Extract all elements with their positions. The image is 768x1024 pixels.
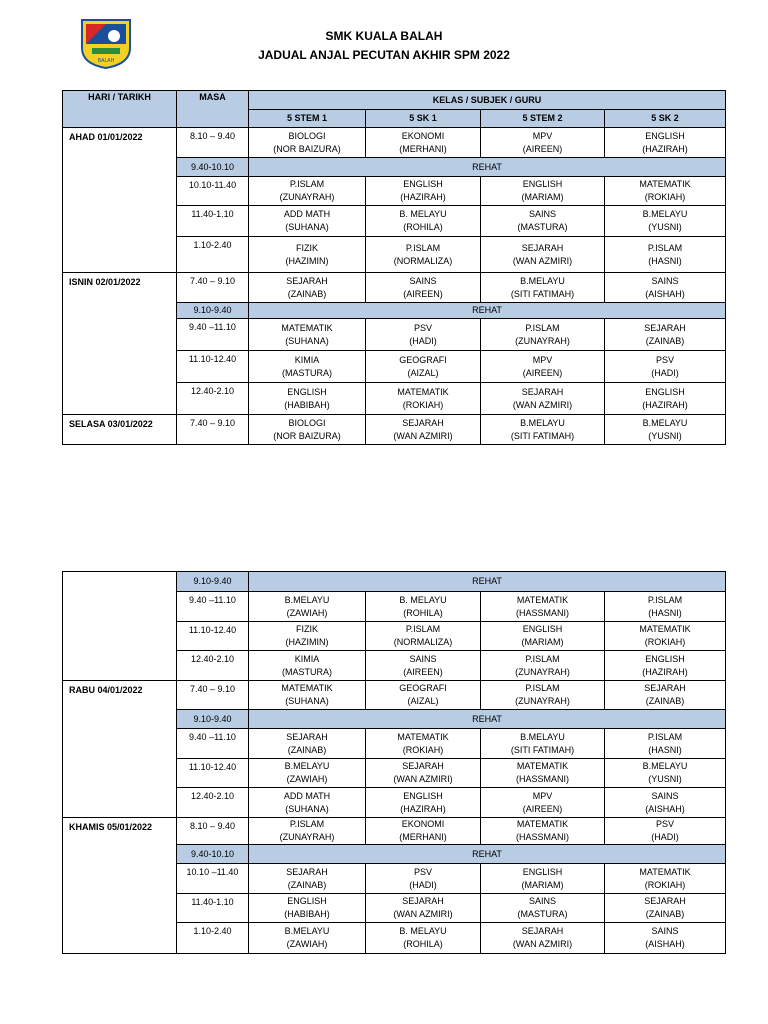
teacher-name: (WAN AZMIRI) bbox=[393, 430, 453, 441]
subject-name: MATEMATIK bbox=[397, 386, 449, 397]
subject-cell bbox=[249, 351, 366, 383]
subject-cell bbox=[481, 923, 605, 954]
teacher-name: (ZAINAB) bbox=[645, 696, 685, 706]
teacher-name: (AIREEN) bbox=[403, 288, 443, 299]
teacher-name: (ZUNAYRAH) bbox=[279, 832, 335, 842]
day-cell: SELASA 03/01/2022 bbox=[63, 415, 177, 445]
subject-name: B.MELAYU bbox=[284, 926, 330, 936]
teacher-name: (ZUNAYRAH) bbox=[515, 696, 570, 706]
teacher-name: (ZAINAB) bbox=[287, 744, 327, 755]
teacher-name: (WAN AZMIRI) bbox=[393, 909, 453, 919]
teacher-name: (MARIAM) bbox=[521, 192, 564, 202]
subject-cell bbox=[249, 622, 366, 651]
subject-cell bbox=[481, 622, 605, 651]
teacher-name: (HAZIRAH) bbox=[400, 192, 446, 202]
teacher-name: (AISHAH) bbox=[645, 288, 685, 299]
subject-cell bbox=[481, 383, 605, 415]
subject-name: SEJARAH bbox=[521, 386, 564, 397]
subject-name: P.ISLAM bbox=[289, 819, 325, 829]
subject-cell bbox=[366, 351, 481, 383]
subject-cell bbox=[481, 319, 605, 351]
teacher-name: (HASSMANI) bbox=[515, 607, 569, 618]
subject-name: P.ISLAM bbox=[405, 242, 441, 253]
teacher-name: (ZAWIAH) bbox=[286, 774, 328, 784]
subject-name: B.MELAYU bbox=[520, 275, 565, 286]
subject-cell bbox=[366, 864, 481, 894]
teacher-name: (NORMALIZA) bbox=[393, 255, 453, 266]
break-cell: REHAT bbox=[249, 572, 726, 592]
subject-name: SEJARAH bbox=[402, 761, 444, 771]
time-cell: 9.10-9.40 bbox=[177, 572, 249, 592]
time-cell: 7.40 – 9.10 bbox=[177, 273, 249, 303]
teacher-name: (WAN AZMIRI) bbox=[512, 399, 573, 410]
teacher-name: (MASTURA) bbox=[282, 367, 332, 378]
teacher-name: (HABIBAH) bbox=[284, 909, 330, 919]
subject-name: FIZIK bbox=[296, 624, 318, 634]
subject-name: SEJARAH bbox=[286, 866, 328, 877]
subject-name: MATEMATIK bbox=[639, 866, 691, 877]
subject-name: ENGLISH bbox=[645, 653, 685, 664]
header-group: KELAS / SUBJEK / GURU bbox=[249, 91, 726, 110]
teacher-name: (ROKIAH) bbox=[402, 399, 444, 410]
teacher-name: (HAZIMIN) bbox=[285, 255, 329, 266]
subject-name: MATEMATIK bbox=[516, 819, 569, 829]
subject-name: FIZIK bbox=[296, 242, 318, 253]
subject-cell bbox=[249, 237, 366, 273]
schedule-table-1 bbox=[62, 90, 726, 445]
teacher-name: (SUHANA) bbox=[285, 222, 329, 232]
time-cell: 7.40 – 9.10 bbox=[177, 415, 249, 445]
teacher-name: (AIZAL) bbox=[407, 367, 439, 378]
subject-cell bbox=[366, 206, 481, 237]
teacher-name: (ROKIAH) bbox=[644, 879, 686, 890]
subject-cell bbox=[366, 894, 481, 923]
subject-cell bbox=[605, 128, 726, 158]
teacher-name: (ROKIAH) bbox=[402, 744, 444, 755]
teacher-name: (SITI FATIMAH) bbox=[510, 288, 575, 299]
subject-name: GEOGRAFI bbox=[399, 683, 447, 693]
subject-name: KIMIA bbox=[294, 653, 320, 664]
subject-name: MPV bbox=[532, 790, 553, 801]
day-cell: AHAD 01/01/2022 bbox=[63, 128, 177, 273]
time-cell: 1.10-2.40 bbox=[177, 923, 249, 954]
subject-name: B.MELAYU bbox=[284, 761, 330, 771]
teacher-name: (NOR BAIZURA) bbox=[273, 143, 341, 154]
time-cell: 12.40-2.10 bbox=[177, 788, 249, 818]
subject-name: ENGLISH bbox=[645, 386, 685, 397]
subject-cell bbox=[366, 383, 481, 415]
teacher-name: (AIREEN) bbox=[403, 666, 443, 677]
teacher-name: (AISHAH) bbox=[645, 803, 685, 814]
subject-name: SAINS bbox=[651, 926, 679, 936]
subject-name: SEJARAH bbox=[521, 242, 564, 253]
teacher-name: (HAZIRAH) bbox=[400, 803, 446, 814]
subject-cell bbox=[605, 351, 726, 383]
subject-name: MATEMATIK bbox=[639, 624, 691, 634]
subject-cell bbox=[249, 177, 366, 206]
subject-name: ENGLISH bbox=[287, 896, 327, 906]
break-cell: REHAT bbox=[249, 303, 726, 319]
subject-cell bbox=[481, 759, 605, 788]
subject-cell bbox=[366, 651, 481, 681]
table-row bbox=[63, 415, 726, 445]
subject-name: EKONOMI bbox=[401, 130, 445, 141]
subject-name: KIMIA bbox=[294, 354, 320, 365]
subject-name: PSV bbox=[413, 866, 432, 877]
school-name: SMK KUALA BALAH bbox=[325, 29, 443, 43]
subject-cell bbox=[605, 177, 726, 206]
subject-name: ENGLISH bbox=[522, 179, 563, 189]
teacher-name: (SUHANA) bbox=[285, 335, 329, 346]
table-row bbox=[63, 128, 726, 158]
time-cell: 7.40 – 9.10 bbox=[177, 681, 249, 710]
subject-cell bbox=[366, 237, 481, 273]
subject-cell bbox=[481, 273, 605, 303]
subject-cell bbox=[366, 759, 481, 788]
break-cell: REHAT bbox=[249, 158, 726, 177]
teacher-name: (WAN AZMIRI) bbox=[393, 774, 453, 784]
teacher-name: (AIZAL) bbox=[407, 696, 439, 706]
subject-cell bbox=[481, 351, 605, 383]
subject-name: MPV bbox=[532, 130, 553, 141]
break-cell: REHAT bbox=[249, 845, 726, 864]
teacher-name: (ROHILA) bbox=[403, 607, 443, 618]
teacher-name: (HADI) bbox=[651, 832, 679, 842]
teacher-name: (HAZIMIN) bbox=[285, 637, 329, 647]
subject-cell bbox=[605, 622, 726, 651]
subject-name: B.MELAYU bbox=[284, 594, 330, 605]
subject-cell bbox=[249, 818, 366, 845]
subject-cell bbox=[605, 788, 726, 818]
subject-cell bbox=[249, 681, 366, 710]
day-cell: ISNIN 02/01/2022 bbox=[63, 273, 177, 415]
subject-cell bbox=[605, 319, 726, 351]
header-class: 5 STEM 2 bbox=[481, 110, 605, 128]
time-cell: 9.10-9.40 bbox=[177, 710, 249, 729]
subject-name: P.ISLAM bbox=[405, 624, 441, 634]
time-cell: 10.10-11.40 bbox=[177, 177, 249, 206]
subject-cell bbox=[481, 177, 605, 206]
time-cell: 11.10-12.40 bbox=[177, 759, 249, 788]
subject-cell bbox=[605, 894, 726, 923]
subject-name: P.ISLAM bbox=[289, 179, 325, 189]
svg-text:BALAH: BALAH bbox=[97, 58, 115, 64]
subject-cell bbox=[481, 788, 605, 818]
subject-name: P.ISLAM bbox=[647, 242, 683, 253]
header-row bbox=[63, 91, 726, 110]
subject-name: MPV bbox=[532, 354, 553, 365]
teacher-name: (MERHANI) bbox=[399, 143, 447, 154]
teacher-name: (ZUNAYRAH) bbox=[515, 666, 570, 677]
subject-cell bbox=[366, 923, 481, 954]
subject-cell bbox=[481, 651, 605, 681]
subject-cell bbox=[249, 415, 366, 445]
subject-cell bbox=[481, 894, 605, 923]
time-cell: 9.40-10.10 bbox=[177, 845, 249, 864]
subject-cell bbox=[366, 319, 481, 351]
teacher-name: (ROHILA) bbox=[403, 222, 443, 232]
teacher-name: (YUSNI) bbox=[648, 222, 682, 232]
subject-cell bbox=[481, 681, 605, 710]
time-cell: 12.40-2.10 bbox=[177, 383, 249, 415]
teacher-name: (ZAINAB) bbox=[287, 879, 327, 890]
subject-cell bbox=[481, 864, 605, 894]
subject-cell bbox=[249, 273, 366, 303]
subject-name: B. MELAYU bbox=[399, 594, 447, 605]
table-row bbox=[63, 572, 726, 592]
table-row bbox=[63, 818, 726, 845]
subject-name: B.MELAYU bbox=[520, 417, 565, 428]
subject-name: ENGLISH bbox=[287, 386, 327, 397]
teacher-name: (HASNI) bbox=[648, 255, 682, 266]
subject-name: SAINS bbox=[409, 275, 437, 286]
teacher-name: (AIREEN) bbox=[522, 143, 563, 154]
teacher-name: (NOR BAIZURA) bbox=[273, 430, 341, 441]
subject-cell bbox=[605, 864, 726, 894]
time-cell: 9.40-10.10 bbox=[177, 158, 249, 177]
teacher-name: (NORMALIZA) bbox=[393, 637, 453, 647]
teacher-name: (MARIAM) bbox=[521, 879, 564, 890]
subject-name: P.ISLAM bbox=[647, 594, 683, 605]
teacher-name: (HASSMANI) bbox=[515, 774, 569, 784]
subject-cell bbox=[605, 592, 726, 622]
teacher-name: (HAZIRAH) bbox=[642, 666, 688, 677]
subject-name: B.MELAYU bbox=[642, 417, 688, 428]
subject-cell bbox=[605, 206, 726, 237]
header-class: 5 SK 2 bbox=[605, 110, 726, 128]
time-cell: 11.10-12.40 bbox=[177, 351, 249, 383]
teacher-name: (HASNI) bbox=[648, 607, 682, 618]
subject-cell bbox=[249, 923, 366, 954]
teacher-name: (SUHANA) bbox=[285, 803, 329, 814]
time-cell: 9.40 –11.10 bbox=[177, 319, 249, 351]
subject-cell bbox=[249, 319, 366, 351]
subject-name: SAINS bbox=[409, 653, 437, 664]
schedule-table-2 bbox=[62, 571, 726, 954]
subject-cell bbox=[249, 729, 366, 759]
subject-cell bbox=[605, 923, 726, 954]
subject-name: SEJARAH bbox=[286, 731, 328, 742]
subject-cell bbox=[249, 864, 366, 894]
subject-cell bbox=[249, 651, 366, 681]
teacher-name: (ZUNAYRAH) bbox=[515, 335, 570, 346]
day-cell-empty bbox=[63, 572, 177, 681]
teacher-name: (MASTURA) bbox=[282, 666, 332, 677]
subject-name: P.ISLAM bbox=[525, 683, 560, 693]
subject-cell bbox=[366, 681, 481, 710]
subject-cell bbox=[249, 759, 366, 788]
teacher-name: (YUSNI) bbox=[648, 430, 682, 441]
subject-cell bbox=[366, 273, 481, 303]
teacher-name: (HAZIRAH) bbox=[642, 143, 688, 154]
teacher-name: (MASTURA) bbox=[517, 222, 568, 232]
time-cell: 8.10 – 9.40 bbox=[177, 128, 249, 158]
teacher-name: (ZAINAB) bbox=[645, 909, 685, 919]
teacher-name: (WAN AZMIRI) bbox=[512, 939, 573, 949]
header-class: 5 SK 1 bbox=[366, 110, 481, 128]
subject-name: PSV bbox=[413, 322, 432, 333]
subject-name: SEJARAH bbox=[286, 275, 328, 286]
time-cell: 12.40-2.10 bbox=[177, 651, 249, 681]
subject-name: SAINS bbox=[528, 896, 556, 906]
teacher-name: (WAN AZMIRI) bbox=[512, 255, 573, 266]
subject-name: SAINS bbox=[651, 275, 679, 286]
subject-cell bbox=[481, 237, 605, 273]
subject-cell bbox=[366, 818, 481, 845]
teacher-name: (ROKIAH) bbox=[644, 192, 686, 202]
subject-cell bbox=[481, 592, 605, 622]
subject-cell bbox=[605, 759, 726, 788]
subject-name: MATEMATIK bbox=[397, 731, 449, 742]
subject-name: EKONOMI bbox=[401, 819, 445, 829]
header-day: HARI / TARIKH bbox=[63, 91, 177, 128]
teacher-name: (MARIAM) bbox=[521, 637, 564, 647]
teacher-name: (AIREEN) bbox=[522, 367, 563, 378]
subject-cell bbox=[605, 681, 726, 710]
table-row bbox=[63, 273, 726, 303]
subject-name: BIOLOGI bbox=[288, 417, 326, 428]
subject-cell bbox=[366, 729, 481, 759]
subject-cell bbox=[605, 415, 726, 445]
teacher-name: (SITI FATIMAH) bbox=[510, 430, 575, 441]
subject-cell bbox=[481, 206, 605, 237]
subject-name: B.MELAYU bbox=[642, 209, 688, 219]
teacher-name: (YUSNI) bbox=[648, 774, 682, 784]
teacher-name: (HADI) bbox=[651, 367, 679, 378]
subject-cell bbox=[366, 415, 481, 445]
subject-cell bbox=[481, 128, 605, 158]
teacher-name: (ROKIAH) bbox=[644, 637, 686, 647]
table-row bbox=[63, 681, 726, 710]
subject-name: MATEMATIK bbox=[281, 683, 333, 693]
subject-cell bbox=[366, 592, 481, 622]
teacher-name: (ZAWIAH) bbox=[286, 939, 328, 949]
subject-cell bbox=[249, 788, 366, 818]
subject-name: B. MELAYU bbox=[399, 926, 447, 936]
subject-name: MATEMATIK bbox=[639, 179, 691, 189]
teacher-name: (HADI) bbox=[409, 335, 437, 346]
page-title: JADUAL ANJAL PECUTAN AKHIR SPM 2022 bbox=[258, 48, 510, 62]
subject-cell bbox=[366, 622, 481, 651]
time-cell: 11.40-1.10 bbox=[177, 206, 249, 237]
subject-name: SEJARAH bbox=[521, 926, 564, 936]
subject-name: MATEMATIK bbox=[516, 761, 569, 771]
subject-cell bbox=[249, 206, 366, 237]
subject-name: ENGLISH bbox=[522, 624, 563, 634]
subject-name: SEJARAH bbox=[402, 896, 444, 906]
teacher-name: (HASSMANI) bbox=[515, 832, 569, 842]
subject-name: MATEMATIK bbox=[516, 594, 569, 605]
teacher-name: (ZAWIAH) bbox=[286, 607, 328, 618]
subject-cell bbox=[605, 729, 726, 759]
teacher-name: (AISHAH) bbox=[645, 939, 685, 949]
subject-name: ENGLISH bbox=[403, 179, 443, 189]
teacher-name: (SITI FATIMAH) bbox=[510, 744, 575, 755]
subject-name: PSV bbox=[656, 819, 675, 829]
subject-cell bbox=[481, 415, 605, 445]
subject-name: B.MELAYU bbox=[642, 761, 688, 771]
subject-name: SEJARAH bbox=[644, 322, 686, 333]
subject-cell bbox=[249, 383, 366, 415]
subject-cell bbox=[249, 128, 366, 158]
subject-name: ENGLISH bbox=[645, 130, 685, 141]
time-cell: 1.10-2.40 bbox=[177, 237, 249, 273]
subject-name: PSV bbox=[656, 354, 675, 365]
subject-cell bbox=[481, 818, 605, 845]
subject-name: SEJARAH bbox=[402, 417, 444, 428]
header-class: 5 STEM 1 bbox=[249, 110, 366, 128]
subject-cell bbox=[605, 818, 726, 845]
subject-name: SEJARAH bbox=[644, 683, 686, 693]
subject-cell bbox=[366, 788, 481, 818]
time-cell: 11.10-12.40 bbox=[177, 622, 249, 651]
subject-name: ADD MATH bbox=[283, 209, 331, 219]
time-cell: 9.10-9.40 bbox=[177, 303, 249, 319]
subject-name: B.MELAYU bbox=[520, 731, 565, 742]
time-cell: 8.10 – 9.40 bbox=[177, 818, 249, 845]
subject-name: P.ISLAM bbox=[647, 731, 683, 742]
teacher-name: (MASTURA) bbox=[517, 909, 568, 919]
subject-name: P.ISLAM bbox=[525, 653, 560, 664]
subject-name: SAINS bbox=[528, 209, 556, 219]
subject-name: SEJARAH bbox=[644, 896, 686, 906]
teacher-name: (ZUNAYRAH) bbox=[279, 192, 335, 202]
teacher-name: (SUHANA) bbox=[285, 696, 329, 706]
teacher-name: (ZAINAB) bbox=[645, 335, 685, 346]
subject-name: GEOGRAFI bbox=[399, 354, 447, 365]
subject-name: ENGLISH bbox=[403, 790, 443, 801]
time-cell: 11.40-1.10 bbox=[177, 894, 249, 923]
subject-cell bbox=[605, 273, 726, 303]
subject-cell bbox=[366, 128, 481, 158]
subject-cell bbox=[605, 237, 726, 273]
subject-name: SAINS bbox=[651, 790, 679, 801]
time-cell: 10.10 –11.40 bbox=[177, 864, 249, 894]
subject-cell bbox=[605, 651, 726, 681]
day-cell: RABU 04/01/2022 bbox=[63, 681, 177, 818]
teacher-name: (HADI) bbox=[409, 879, 437, 890]
teacher-name: (ROHILA) bbox=[403, 939, 443, 949]
break-cell: REHAT bbox=[249, 710, 726, 729]
header-time: MASA bbox=[177, 91, 249, 128]
subject-name: ADD MATH bbox=[283, 790, 331, 801]
subject-cell bbox=[605, 383, 726, 415]
subject-name: MATEMATIK bbox=[281, 322, 333, 333]
subject-cell bbox=[366, 177, 481, 206]
teacher-name: (ZAINAB) bbox=[287, 288, 327, 299]
time-cell: 9.40 –11.10 bbox=[177, 729, 249, 759]
teacher-name: (AIREEN) bbox=[522, 803, 563, 814]
subject-name: P.ISLAM bbox=[525, 322, 560, 333]
subject-name: B. MELAYU bbox=[399, 209, 447, 219]
time-cell: 9.40 –11.10 bbox=[177, 592, 249, 622]
teacher-name: (MERHANI) bbox=[399, 832, 447, 842]
subject-cell bbox=[481, 729, 605, 759]
teacher-name: (HAZIRAH) bbox=[642, 399, 688, 410]
subject-name: ENGLISH bbox=[522, 866, 563, 877]
teacher-name: (HABIBAH) bbox=[284, 399, 330, 410]
day-cell: KHAMIS 05/01/2022 bbox=[63, 818, 177, 954]
subject-name: BIOLOGI bbox=[288, 130, 326, 141]
subject-cell bbox=[249, 592, 366, 622]
teacher-name: (HASNI) bbox=[648, 744, 682, 755]
subject-cell bbox=[249, 894, 366, 923]
